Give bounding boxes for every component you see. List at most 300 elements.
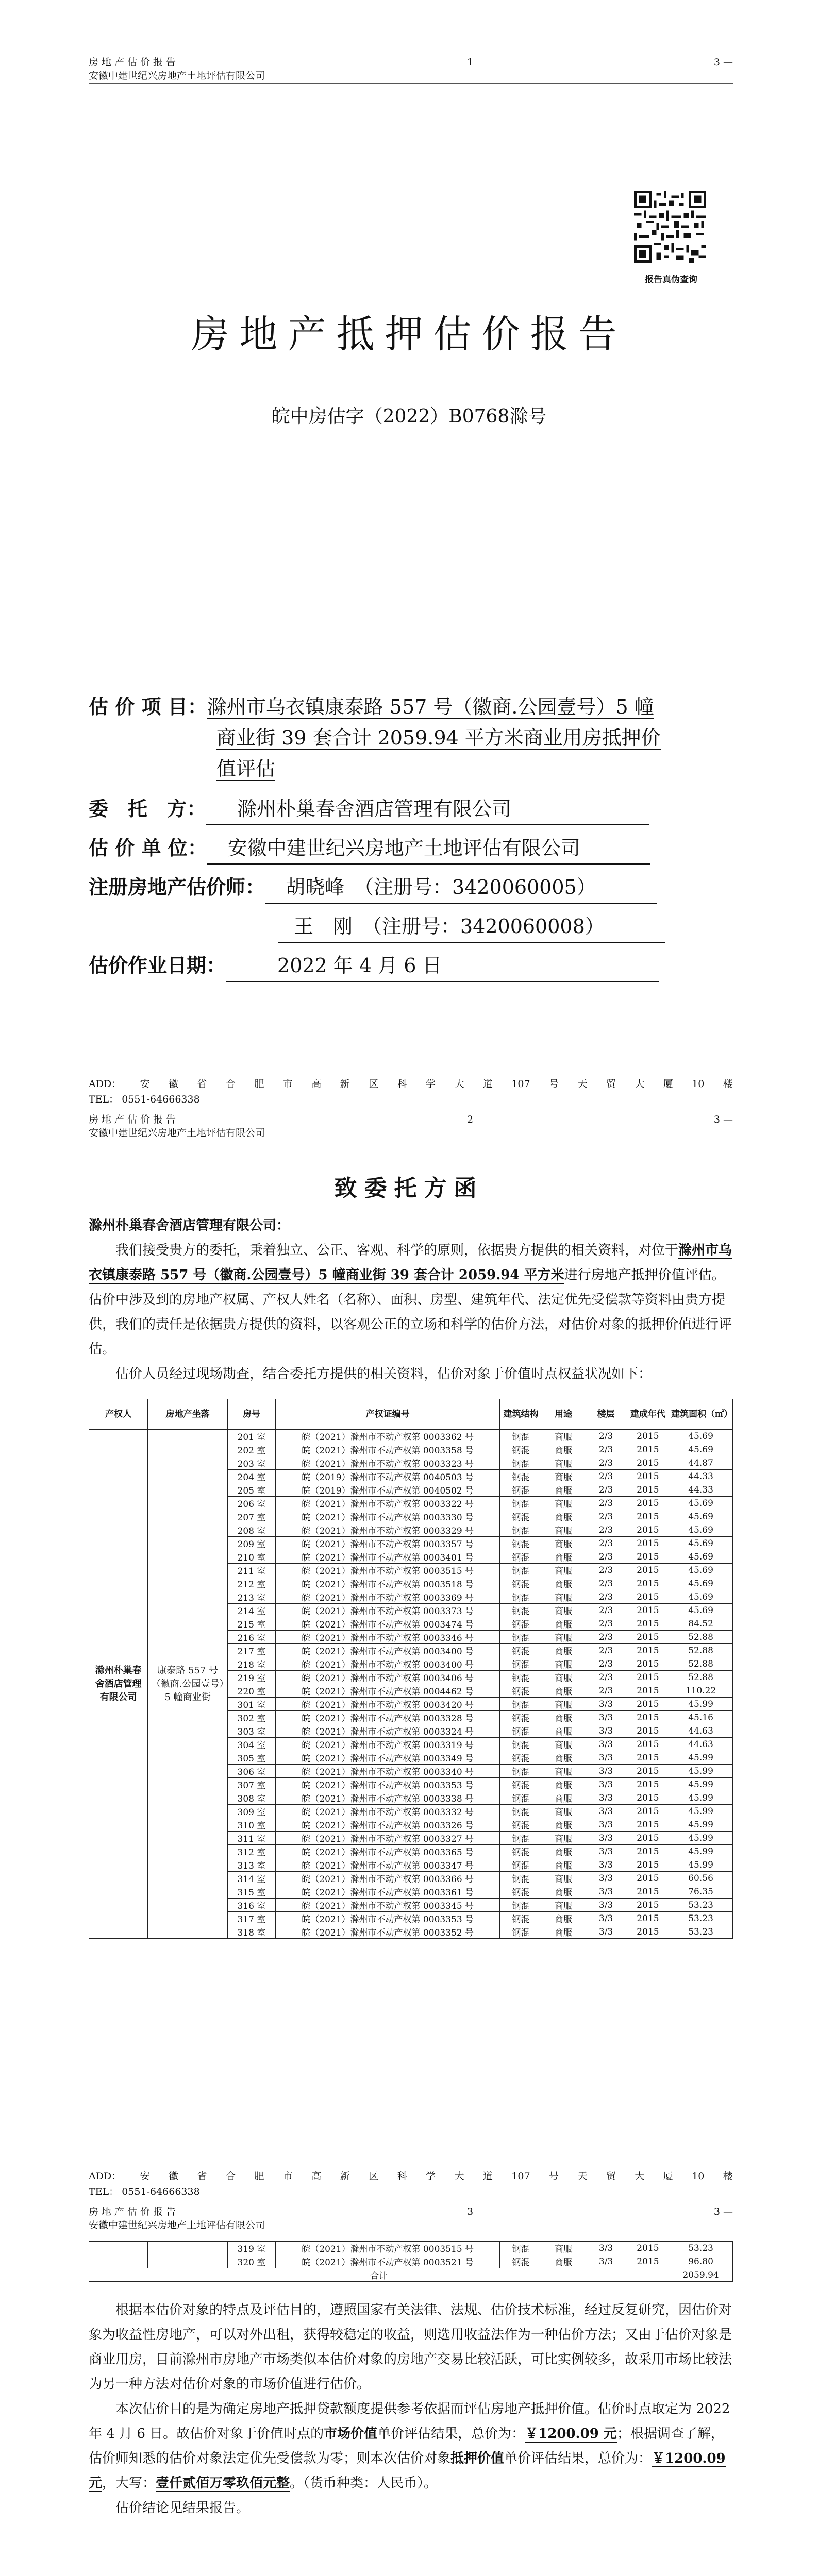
project-value-line-2 [216,722,661,753]
footer-address-token: 肥 [254,2171,264,2182]
table-cell: 45.69 [669,1590,733,1604]
table-cell: 45.99 [669,1751,733,1765]
footer-address-token: 大 [635,1078,645,1090]
table-cell: 商服 [542,1537,585,1550]
table-cell: 220 室 [227,1684,275,1698]
project-value-1: 滁州市乌衣镇康泰路 557 号（徽商.公园壹号）5 幢 [207,696,654,718]
footer-address-token: 市 [282,1078,293,1090]
table-cell: 53.23 [669,1912,733,1925]
table-cell: 皖（2021）滁州市不动产权第 0003518 号 [276,1577,500,1590]
table-cell: 304 室 [227,1738,275,1751]
table-cell: 钢混 [500,1765,542,1778]
table-cell: 皖（2021）滁州市不动产权第 0003369 号 [276,1590,500,1604]
appraiser-1: 胡晓峰 （注册号：3420060005） [265,872,657,904]
table-cell: 商服 [542,1778,585,1791]
table-cell: 3/3 [585,1711,627,1724]
table-cell: 钢混 [500,1778,542,1791]
table-cell: 皖（2021）滁州市不动产权第 0003420 号 [276,1698,500,1711]
table-cell: 商服 [542,1832,585,1845]
appraiser-label: 估 价 单 位： [89,836,207,859]
table-cell: 2015 [627,1671,669,1684]
table-header: 产权证编号 [276,1399,500,1430]
table-cell: 212 室 [227,1577,275,1590]
registered-appraiser-field [89,872,657,904]
footer-address-token: 肥 [254,1078,264,1090]
footer-address-token: 道 [482,1078,493,1090]
table-cell: 商服 [542,1671,585,1684]
table-cell: 215 室 [227,1617,275,1631]
project-value-3: 值评估 [216,757,276,780]
table-cell: 3/3 [585,1832,627,1845]
footer-address-token: 厦 [663,2171,673,2182]
table-cell: 52.88 [669,1644,733,1657]
table-cell: 2/3 [585,1631,627,1644]
footer-address-token: 贸 [606,1078,616,1090]
table-cell: 钢混 [500,1738,542,1751]
owner-cell-continued [89,2255,148,2268]
table-cell: 3/3 [585,1899,627,1912]
property-table [89,1399,733,1939]
location-cell-continued [148,2255,228,2268]
table-cell: 钢混 [500,1791,542,1805]
table-cell: 218 室 [227,1657,275,1671]
table-cell: 商服 [542,1899,585,1912]
table-cell: 110.22 [669,1684,733,1698]
footer-address-token: 107 [511,1078,530,1090]
table-cell: 皖（2021）滁州市不动产权第 0003366 号 [276,1872,500,1885]
footer-address-token: 合 [225,1078,236,1090]
table-cell: 皖（2021）滁州市不动产权第 0003329 号 [276,1523,500,1537]
table-cell: 319 室 [227,2242,275,2255]
table-cell: 皖（2021）滁州市不动产权第 0003362 号 [276,1430,500,1443]
table-cell: 钢混 [500,1845,542,1858]
table-cell: 2/3 [585,1483,627,1497]
table-cell: 钢混 [500,1832,542,1845]
table-cell: 96.80 [669,2255,733,2268]
table-cell: 钢混 [500,1590,542,1604]
table-cell: 皖（2021）滁州市不动产权第 0003474 号 [276,1617,500,1631]
table-cell: 钢混 [500,1912,542,1925]
total-label: 合计 [89,2268,669,2282]
table-cell: 皖（2021）滁州市不动产权第 0003322 号 [276,1497,500,1510]
table-cell: 商服 [542,1872,585,1885]
footer-address-token: 高 [311,1078,322,1090]
table-cell: 3/3 [585,1925,627,1939]
table-cell: 211 室 [227,1564,275,1577]
document-number: 皖中房估字（2022）B0768滁号 [271,406,547,427]
table-cell: 2/3 [585,1523,627,1537]
table-cell: 商服 [542,1644,585,1657]
table-cell: 3/3 [585,2255,627,2268]
table-cell: 皖（2021）滁州市不动产权第 0003515 号 [276,1564,500,1577]
table-cell: 2015 [627,1912,669,1925]
table-cell: 商服 [542,2242,585,2255]
table-row [89,2255,733,2268]
location-cell-continued [148,2242,228,2255]
project-label: 估 价 项 目： [89,695,207,718]
footer-address-token: 新 [340,1078,350,1090]
table-cell: 2015 [627,1617,669,1631]
table-cell: 2015 [627,1751,669,1765]
table-cell: 3/3 [585,1805,627,1818]
table-cell: 2015 [627,1430,669,1443]
page-footer-2: ADD： 安 徽 省 合 肥 市 高 新 区 科 学 大 道 107 号 天 贸 大 厦 10 楼 TEL： 0551-64666338 [89,2164,733,2199]
table-cell: 商服 [542,1470,585,1483]
table-cell: 商服 [542,1523,585,1537]
table-cell: 309 室 [227,1805,275,1818]
letter-paragraph-1: 我们接受贵方的委托，秉着独立、公正、客观、科学的原则，依据贵方提供的相关资料，对位于滁州市乌衣镇康泰路 557 号（徽商.公园壹号）5 幢商业街 39 套合计 2059.94 平方米进行房地产抵押价值评估。估价中涉及到的房地产权属、产权人姓名（名称）、面积、房型、建筑年代、法定优先受偿款等资料由贵方提供，我们的责任是依据贵方提供的资料，以客观公正的立场和科学的估价方法，对估价对象的抵押价值进行评估。 [89,1243,732,1357]
footer-address-token: 厦 [663,1078,673,1090]
table-cell: 皖（2021）滁州市不动产权第 0003328 号 [276,1711,500,1724]
table-cell: 钢混 [500,1483,542,1497]
footer-address-token: 107 [511,2171,530,2182]
table-cell: 钢混 [500,2255,542,2268]
table-cell: 钢混 [500,1698,542,1711]
table-cell: 3/3 [585,1791,627,1805]
appraiser-value: 安徽中建世纪兴房地产土地评估有限公司 [207,833,650,865]
table-cell: 2015 [627,1483,669,1497]
table-cell: 商服 [542,1738,585,1751]
table-cell: 2015 [627,1523,669,1537]
table-cell: 84.52 [669,1617,733,1631]
table-cell: 2/3 [585,1510,627,1523]
table-cell: 209 室 [227,1537,275,1550]
table-cell: 45.99 [669,1805,733,1818]
location-cell: 康泰路 557 号（徽商.公园壹号）5 幢商业街 [148,1430,228,1939]
table-cell: 商服 [542,1684,585,1698]
table-cell: 2015 [627,2242,669,2255]
table-cell: 2/3 [585,1604,627,1617]
footer-address-token: 天 [577,2171,588,2182]
table-cell: 2/3 [585,1497,627,1510]
table-cell: 308 室 [227,1791,275,1805]
footer-address-token: 市 [282,2171,293,2182]
table-cell: 45.69 [669,1577,733,1590]
appraiser-field [89,833,650,865]
table-cell: 钢混 [500,1631,542,1644]
header-section-mark: 3 — [713,57,733,68]
table-cell: 商服 [542,1590,585,1604]
table-cell: 2015 [627,1845,669,1858]
table-cell: 2/3 [585,1671,627,1684]
table-cell: 2015 [627,1858,669,1872]
table-cell: 2015 [627,1590,669,1604]
table-cell: 3/3 [585,1778,627,1791]
footer-address-token: 省 [197,2171,207,2182]
client-label: 委 托 方： [89,797,207,820]
table-cell: 301 室 [227,1698,275,1711]
table-cell: 2015 [627,1778,669,1791]
table-cell: 307 室 [227,1778,275,1791]
table-cell: 皖（2021）滁州市不动产权第 0003332 号 [276,1805,500,1818]
table-cell: 皖（2021）滁州市不动产权第 0003347 号 [276,1858,500,1872]
letter-paragraph-2: 估价人员经过现场勘查，结合委托方提供的相关资料，估价对象于价值时点权益状况如下： [115,1366,652,1382]
table-cell: 皖（2019）滁州市不动产权第 0040503 号 [276,1470,500,1483]
table-cell: 钢混 [500,1925,542,1939]
table-cell: 2015 [627,1564,669,1577]
footer-address-token: 区 [369,1078,379,1090]
table-cell: 2015 [627,1657,669,1671]
table-cell: 商服 [542,1845,585,1858]
table-cell: 商服 [542,1724,585,1738]
qr-caption: 报告真伪查询 [645,275,697,285]
table-cell: 皖（2021）滁州市不动产权第 0003346 号 [276,1631,500,1644]
table-cell: 53.23 [669,1925,733,1939]
qr-code-icon[interactable] [634,191,706,263]
table-cell: 207 室 [227,1510,275,1523]
table-cell: 44.63 [669,1724,733,1738]
footer-address-token: 安 [140,2171,150,2182]
table-cell: 皖（2021）滁州市不动产权第 0003326 号 [276,1818,500,1832]
table-cell: 2015 [627,1550,669,1564]
table-cell: 商服 [542,1711,585,1724]
table-cell: 45.99 [669,1832,733,1845]
table-cell: 皖（2021）滁州市不动产权第 0003401 号 [276,1550,500,1564]
table-cell: 皖（2021）滁州市不动产权第 0003353 号 [276,1912,500,1925]
table-cell: 2015 [627,1470,669,1483]
page-header-1 [89,56,733,82]
table-cell: 3/3 [585,1765,627,1778]
table-cell: 45.69 [669,1510,733,1523]
letter-addressee: 滁州朴巢春舍酒店管理有限公司： [89,1218,290,1233]
table-cell: 皖（2021）滁州市不动产权第 0003361 号 [276,1885,500,1899]
table-cell: 312 室 [227,1845,275,1858]
table-cell: 2015 [627,1899,669,1912]
table-cell: 52.88 [669,1671,733,1684]
table-cell: 皖（2021）滁州市不动产权第 0003400 号 [276,1644,500,1657]
table-cell: 2015 [627,1885,669,1899]
header-rule [89,83,733,84]
table-cell: 商服 [542,1657,585,1671]
table-cell: 钢混 [500,1470,542,1483]
footer-address [89,2168,733,2184]
table-cell: 2/3 [585,1456,627,1470]
table-cell: 3/3 [585,1738,627,1751]
table-cell: 214 室 [227,1604,275,1617]
table-cell: 3/3 [585,2242,627,2255]
footer-address-token: 大 [454,2171,464,2182]
table-cell: 3/3 [585,1698,627,1711]
table-cell: 皖（2021）滁州市不动产权第 0003319 号 [276,1738,500,1751]
table-cell: 皖（2021）滁州市不动产权第 0003400 号 [276,1657,500,1671]
table-cell: 2015 [627,1872,669,1885]
footer-address [89,1076,733,1092]
table-cell: 213 室 [227,1590,275,1604]
table-cell: 钢混 [500,1443,542,1456]
table-cell: 210 室 [227,1550,275,1564]
table-cell: 商服 [542,1550,585,1564]
table-cell: 皖（2021）滁州市不动产权第 0003358 号 [276,1443,500,1456]
table-cell: 52.88 [669,1657,733,1671]
table-cell: 钢混 [500,1577,542,1590]
owner-cell: 滁州朴巢春舍酒店管理有限公司 [89,1430,148,1939]
table-cell: 钢混 [500,1818,542,1832]
table-header: 用途 [542,1399,585,1430]
table-cell: 3/3 [585,1885,627,1899]
owner-cell-continued [89,2242,148,2255]
table-cell: 皖（2021）滁州市不动产权第 0003345 号 [276,1899,500,1912]
footer-address-token: 10 [692,2171,705,2182]
page-header-3: 房地产估价报告 安徽中建世纪兴房地产土地评估有限公司 3 3 — [89,2205,733,2232]
page-header-2: 房地产估价报告 安徽中建世纪兴房地产土地评估有限公司 2 3 — [89,1113,733,1140]
table-cell: 2015 [627,2255,669,2268]
table-cell: 3/3 [585,1912,627,1925]
client-field [89,793,649,825]
table-cell: 皖（2021）滁州市不动产权第 0003349 号 [276,1751,500,1765]
table-cell: 2015 [627,1684,669,1698]
table-cell: 2015 [627,1510,669,1523]
letter-paragraph-4: 本次估价目的是为确定房地产抵押贷款额度提供参考依据而评估房地产抵押价值。估价时点取定为 2022 年 4 月 6 日。故估价对象于价值时点的市场价值单价评估结果，总价为：￥1200.09 元；根据调查了解，估价师知悉的估价对象法定优先受偿款为零；则本次估价对象抵押价值单价评估结果，总价为：￥1200.09 元，大写：壹仟贰佰万零玖佰元整。（货币种类：人民币）。 [89,2401,730,2491]
date-label: 估价作业日期： [89,954,226,977]
table-cell: 315 室 [227,1885,275,1899]
table-cell: 45.99 [669,1845,733,1858]
table-cell: 313 室 [227,1858,275,1872]
table-cell: 皖（2021）滁州市不动产权第 0003515 号 [276,2242,500,2255]
table-cell: 皖（2021）滁州市不动产权第 0003373 号 [276,1604,500,1617]
table-cell: 3/3 [585,1818,627,1832]
total-value: 2059.94 [669,2268,733,2282]
table-header: 房号 [227,1399,275,1430]
footer-address-token: 合 [225,2171,236,2182]
table-cell: 203 室 [227,1456,275,1470]
table-cell: 商服 [542,1617,585,1631]
table-cell: 3/3 [585,1724,627,1738]
footer-address-token: 大 [454,1078,464,1090]
table-cell: 2015 [627,1456,669,1470]
table-cell: 2015 [627,1698,669,1711]
date-value: 2022 年 4 月 6 日 [226,950,659,982]
table-cell: 45.99 [669,1778,733,1791]
table-cell: 2015 [627,1577,669,1590]
header-report-type: 房地产估价报告 [89,57,179,68]
table-cell: 2/3 [585,1644,627,1657]
table-cell: 2/3 [585,1470,627,1483]
table-cell: 2/3 [585,1657,627,1671]
footer-address-token: 区 [369,2171,379,2182]
project-value-line-3 [216,753,275,784]
table-cell: 53.23 [669,1899,733,1912]
table-cell: 2015 [627,1925,669,1939]
table-cell: 钢混 [500,1644,542,1657]
table-cell: 201 室 [227,1430,275,1443]
footer-address-token: 新 [340,2171,350,2182]
table-cell: 皖（2021）滁州市不动产权第 0003324 号 [276,1724,500,1738]
footer-address-token: 科 [397,2171,407,2182]
header-company: 安徽中建世纪兴房地产土地评估有限公司 [89,70,265,81]
client-value: 滁州朴巢春舍酒店管理有限公司 [206,793,649,825]
table-cell: 2015 [627,1537,669,1550]
table-cell: 钢混 [500,1872,542,1885]
table-cell: 商服 [542,1765,585,1778]
table-cell: 305 室 [227,1751,275,1765]
footer-address-token: 徽 [169,2171,179,2182]
table-cell: 钢混 [500,1751,542,1765]
table-header: 建筑结构 [500,1399,542,1430]
table-cell: 钢混 [500,1858,542,1872]
table-cell: 2/3 [585,1537,627,1550]
table-cell: 钢混 [500,1657,542,1671]
table-cell: 45.99 [669,1698,733,1711]
letter-paragraph-3: 根据本估价对象的特点及评估目的，遵照国家有关法律、法规、估价技术标准，经过反复研究，因估价对象为收益性房地产，可以对外出租，获得较稳定的收益，则选用收益法作为一种估价方法；又由于估价对象是商业用房，目前滁州市房地产市场类似本估价对象的房地产交易比较活跃，可比实例较多，故采用市场比较法为另一种方法对估价对象的市场价值进行估价。 [89,2302,732,2392]
letter-title: 致委托方函 [334,1175,484,1201]
table-cell: 45.69 [669,1443,733,1456]
table-cell: 商服 [542,2255,585,2268]
footer-address-token: 高 [311,2171,322,2182]
table-cell: 3/3 [585,1872,627,1885]
table-cell: 306 室 [227,1765,275,1778]
table-cell: 2015 [627,1738,669,1751]
table-cell: 商服 [542,1497,585,1510]
table-header: 建筑面积（㎡） [669,1399,733,1430]
table-cell: 204 室 [227,1470,275,1483]
table-cell: 52.88 [669,1631,733,1644]
footer-address-token: 楼 [723,1078,733,1090]
footer-address-token: 学 [426,2171,436,2182]
table-cell: 商服 [542,1858,585,1872]
table-cell: 钢混 [500,1671,542,1684]
table-cell: 商服 [542,1483,585,1497]
table-cell: 钢混 [500,1497,542,1510]
table-cell: 45.99 [669,1858,733,1872]
table-cell: 钢混 [500,1899,542,1912]
letter-paragraph-5: 估价结论见结果报告。 [115,2500,250,2516]
footer-address-token: 天 [577,1078,588,1090]
table-total-row [89,2268,733,2282]
table-cell: 45.99 [669,1765,733,1778]
table-cell: 2/3 [585,1564,627,1577]
table-cell: 钢混 [500,1711,542,1724]
table-cell: 钢混 [500,1564,542,1577]
header-page-number: 3 [419,2205,522,2218]
table-cell: 76.35 [669,1885,733,1899]
table-cell: 商服 [542,1604,585,1617]
table-cell: 2015 [627,1497,669,1510]
table-cell: 310 室 [227,1818,275,1832]
footer-address-token: 贸 [606,2171,616,2182]
table-cell: 钢混 [500,1550,542,1564]
table-cell: 皖（2021）滁州市不动产权第 0004462 号 [276,1684,500,1698]
table-cell: 2015 [627,1644,669,1657]
table-cell: 钢混 [500,1430,542,1443]
footer-address-token: 大 [635,2171,645,2182]
table-cell: 2/3 [585,1684,627,1698]
table-cell: 商服 [542,1818,585,1832]
footer-tel: TEL： 0551-64666338 [89,1094,200,1105]
table-cell: 44.33 [669,1483,733,1497]
table-cell: 2/3 [585,1443,627,1456]
table-row [89,2242,733,2255]
table-cell: 商服 [542,1577,585,1590]
table-cell: 皖（2019）滁州市不动产权第 0040502 号 [276,1483,500,1497]
table-header: 房地产坐落 [148,1399,228,1430]
table-cell: 44.33 [669,1470,733,1483]
table-cell: 302 室 [227,1711,275,1724]
footer-address-token: 徽 [169,1078,179,1090]
page-footer-1 [89,1072,733,1107]
table-cell: 205 室 [227,1483,275,1497]
table-cell: 商服 [542,1456,585,1470]
letter-body [89,1213,733,1386]
footer-address-token: 10 [692,1078,705,1090]
table-cell: 206 室 [227,1497,275,1510]
table-cell: 2015 [627,1443,669,1456]
footer-address-token: 科 [397,1078,407,1090]
project-field [89,691,654,722]
table-cell: 商服 [542,1698,585,1711]
table-cell: 45.69 [669,1430,733,1443]
table-cell: 2015 [627,1631,669,1644]
table-cell: 皖（2021）滁州市不动产权第 0003338 号 [276,1791,500,1805]
